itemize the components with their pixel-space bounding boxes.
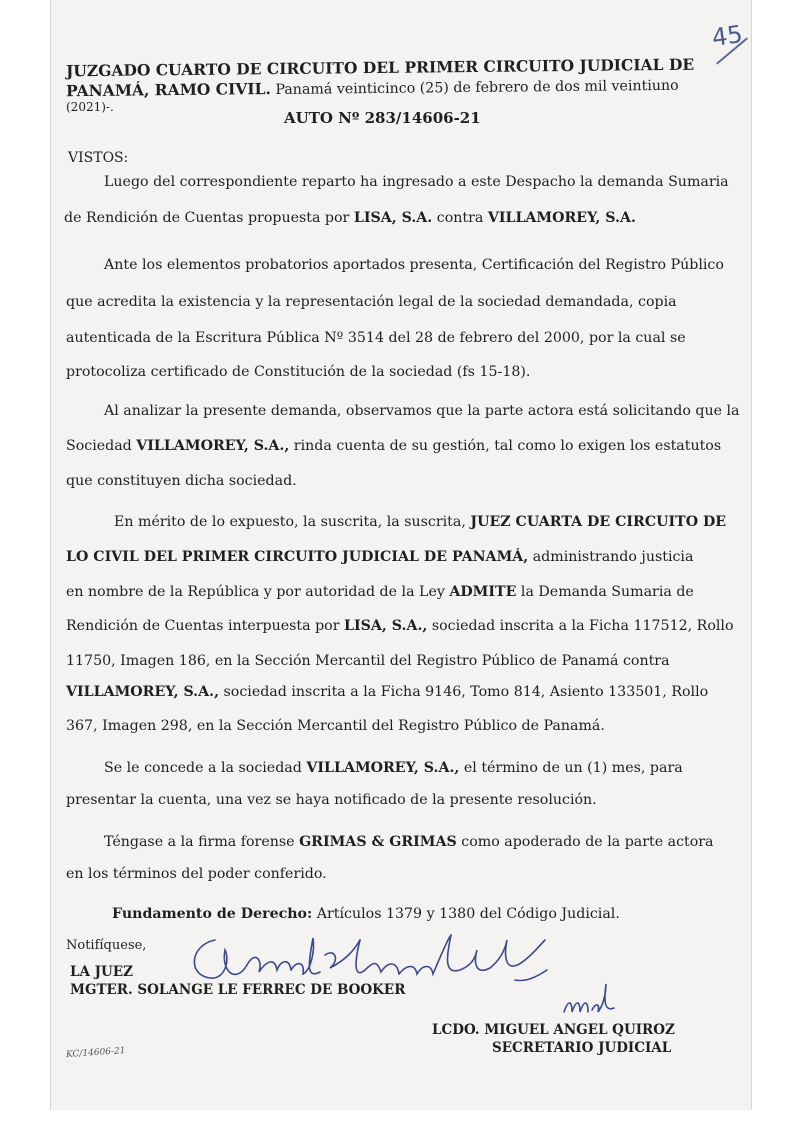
- p1-text-c: contra: [432, 210, 488, 226]
- plaintiff-name: LISA, S.A.,: [344, 618, 428, 634]
- defendant-name: VILLAMOREY, S.A.: [487, 210, 636, 226]
- fundamento-line: [112, 906, 620, 922]
- p6-text-c: como apoderado de la parte actora: [456, 834, 714, 850]
- p5-line1: [104, 760, 683, 776]
- p2-line4: protocoliza certificado de Constitución de la sociedad (fs 15-18).: [66, 364, 531, 380]
- p1-text-a: de Rendición de Cuentas propuesta por: [64, 210, 354, 226]
- p4-text-e: Rendición de Cuentas interpuesta por: [66, 618, 345, 634]
- p5-line2: presentar la cuenta, una vez se haya notificado de la presente resolución.: [66, 792, 597, 808]
- p4-line5: 11750, Imagen 186, en la Sección Mercantil del Registro Público de Panamá contra: [66, 653, 670, 669]
- judge-title-bold: JUEZ CUARTA DE CIRCUITO DE: [470, 514, 727, 530]
- p4-line2: [66, 549, 693, 565]
- plaintiff-name: LISA, S.A.: [353, 210, 433, 226]
- court-header-branch: PANAMÁ, RAMO CIVIL.: [65, 79, 271, 101]
- judge-title: LA JUEZ: [70, 964, 133, 980]
- p4-text-d: la Demanda Sumaria de: [516, 584, 694, 600]
- p4-text-g: sociedad inscrita a la Ficha 9146, Tomo 814, Asiento 133501, Rollo: [219, 684, 709, 700]
- auto-title: AUTO Nº 283/14606-21: [284, 109, 481, 127]
- defendant-name: VILLAMOREY, S.A.,: [306, 760, 460, 776]
- p4-text-c: en nombre de la República y por autoridad de la Ley: [66, 584, 450, 600]
- notifiquese: Notifíquese,: [66, 938, 147, 953]
- p4-text-b: administrando justicia: [528, 549, 694, 565]
- defendant-name: VILLAMOREY, S.A.,: [66, 684, 220, 700]
- p3-line2: [66, 438, 721, 454]
- admite-keyword: ADMITE: [449, 584, 517, 600]
- folio-number: 45: [710, 20, 745, 52]
- p5-text-a: Se le concede a la sociedad: [104, 760, 307, 776]
- judge-name: MGTER. SOLANGE LE FERREC DE BOOKER: [70, 982, 406, 998]
- court-header-line1: JUZGADO CUARTO DE CIRCUITO DEL PRIMER CIRCUITO JUDICIAL DE: [65, 54, 695, 81]
- court-name-bold: LO CIVIL DEL PRIMER CIRCUITO JUDICIAL DE PANAMÁ,: [66, 549, 529, 565]
- vistos-heading: VISTOS:: [68, 150, 129, 166]
- law-firm-name: GRIMAS & GRIMAS: [299, 834, 457, 850]
- p4-text-a: En mérito de lo expuesto, la suscrita, la suscrita,: [114, 514, 471, 530]
- p4-line1: [114, 514, 726, 530]
- p4-line4: [66, 618, 734, 634]
- court-header-line3: (2021)-.: [66, 100, 114, 114]
- p2-line3: autenticada de la Escritura Pública Nº 3514 del 28 de febrero del 2000, por la cual se: [66, 330, 686, 346]
- fundamento-label: Fundamento de Derecho:: [112, 906, 313, 922]
- p3-text-a: Sociedad: [66, 438, 137, 454]
- court-header-date: Panamá veinticinco (25) de febrero de dos mil veintiuno: [275, 77, 679, 99]
- p6-text-a: Téngase a la firma forense: [104, 834, 300, 850]
- reference-stamp: KC/14606-21: [65, 1045, 126, 1061]
- p2-line1: Ante los elementos probatorios aportados presenta, Certificación del Registro Público: [104, 257, 724, 273]
- p1-line1: Luego del correspondiente reparto ha ingresado a este Despacho la demanda Sumaria: [104, 174, 729, 190]
- p3-text-c: rinda cuenta de su gestión, tal como lo exigen los estatutos: [289, 438, 722, 454]
- p2-line2: que acredita la existencia y la representación legal de la sociedad demandada, copia: [66, 294, 677, 310]
- p4-line3: [66, 584, 694, 600]
- fundamento-text: Artículos 1379 y 1380 del Código Judicial.: [312, 906, 620, 922]
- p5-text-c: el término de un (1) mes, para: [459, 760, 683, 776]
- secretary-title: SECRETARIO JUDICIAL: [492, 1040, 672, 1056]
- p3-line3: que constituyen dicha sociedad.: [66, 473, 297, 489]
- p6-line2: en los términos del poder conferido.: [66, 866, 327, 882]
- defendant-name: VILLAMOREY, S.A.,: [136, 438, 290, 454]
- p6-line1: [104, 834, 714, 850]
- p3-line1: Al analizar la presente demanda, observamos que la parte actora está solicitando que la: [104, 403, 740, 419]
- p4-line7: 367, Imagen 298, en la Sección Mercantil del Registro Público de Panamá.: [66, 718, 605, 734]
- secretary-name: LCDO. MIGUEL ANGEL QUIROZ: [432, 1022, 675, 1038]
- p4-line6: [66, 684, 708, 700]
- p1-line2: [64, 210, 636, 226]
- secretary-signature: [560, 982, 620, 1022]
- p4-text-f: sociedad inscrita a la Ficha 117512, Rollo: [427, 618, 734, 634]
